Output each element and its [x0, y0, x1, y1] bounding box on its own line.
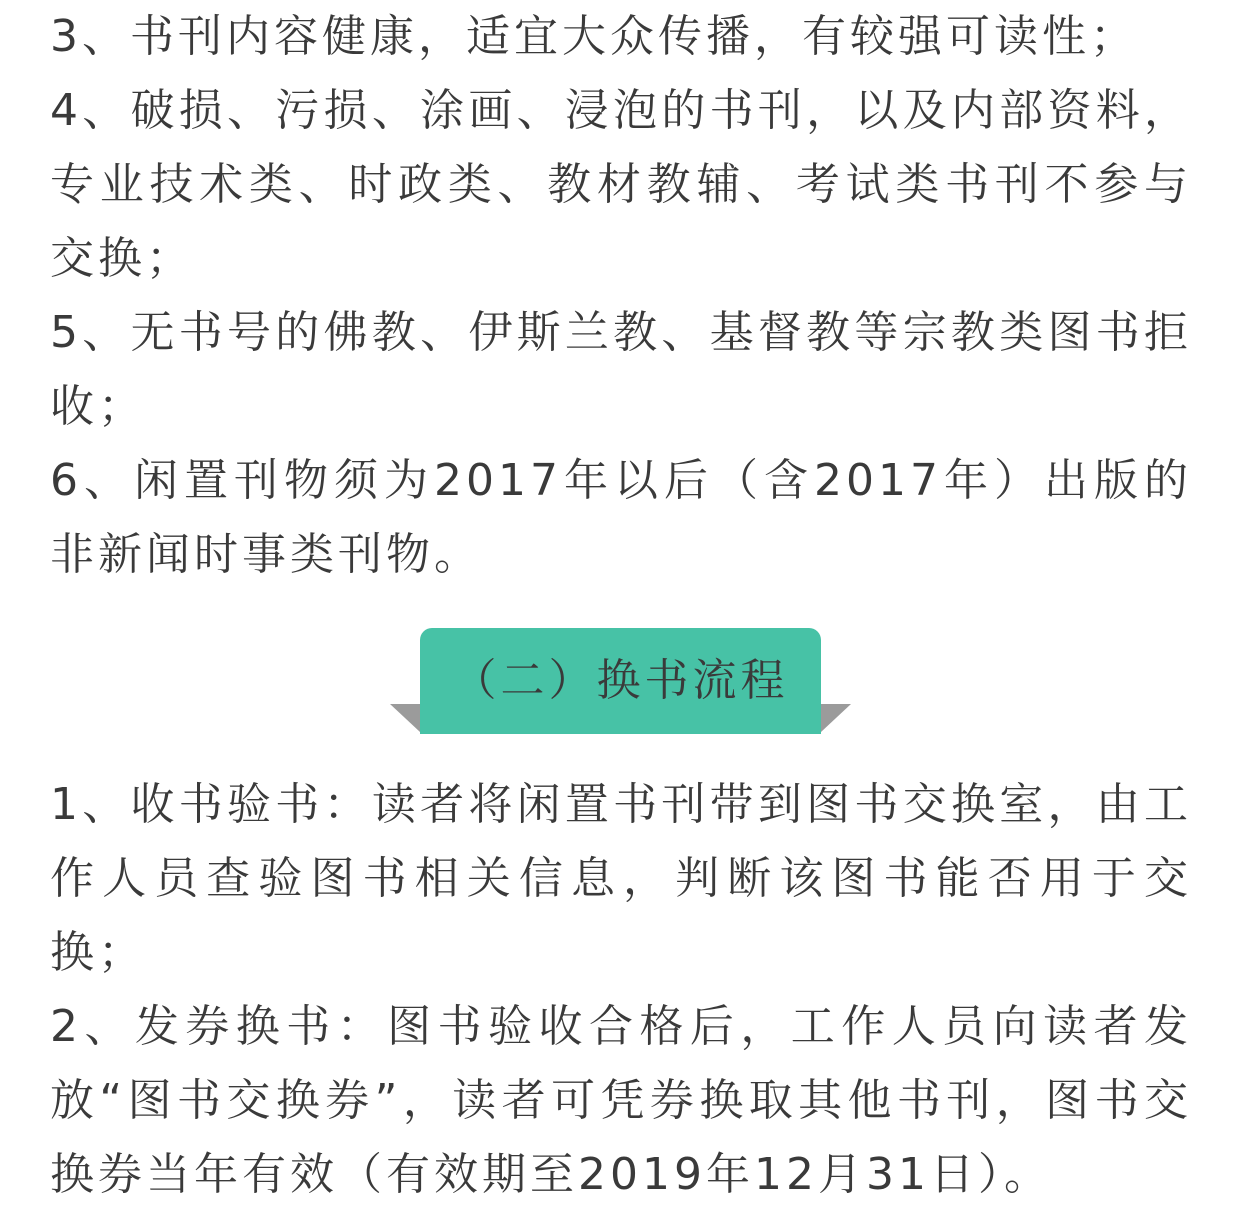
requirement-item-3: 3、书刊内容健康，适宜大众传播，有较强可读性；	[50, 11, 1138, 62]
requirement-item-4: 4、破损、污损、涂画、浸泡的书刊，以及内部资料，专业技术类、时政类、教材教辅、考试类书刊不参与交换；	[50, 85, 1192, 284]
ribbon-face	[420, 628, 821, 734]
ribbon-fold-left	[390, 704, 420, 732]
requirement-item-5: 5、无书号的佛教、伊斯兰教、基督教等宗教类图书拒收；	[50, 307, 1192, 432]
process-step-1: 1、收书验书：读者将闲置书刊带到图书交换室，由工作人员查验图书相关信息，判断该图书能否用于交换；	[50, 779, 1192, 978]
process-step-2: 2、发券换书：图书验收合格后，工作人员向读者发放“图书交换券”，读者可凭券换取其他书刊，图书交换券当年有效（有效期至2019年12月31日）。	[50, 1001, 1192, 1200]
section-heading: （二）换书流程	[452, 655, 789, 706]
ribbon-fold-right	[821, 704, 851, 732]
section-heading-ribbon	[390, 628, 851, 734]
requirement-item-6: 6、闲置刊物须为2017年以后（含2017年）出版的非新闻时事类刊物。	[50, 455, 1192, 580]
